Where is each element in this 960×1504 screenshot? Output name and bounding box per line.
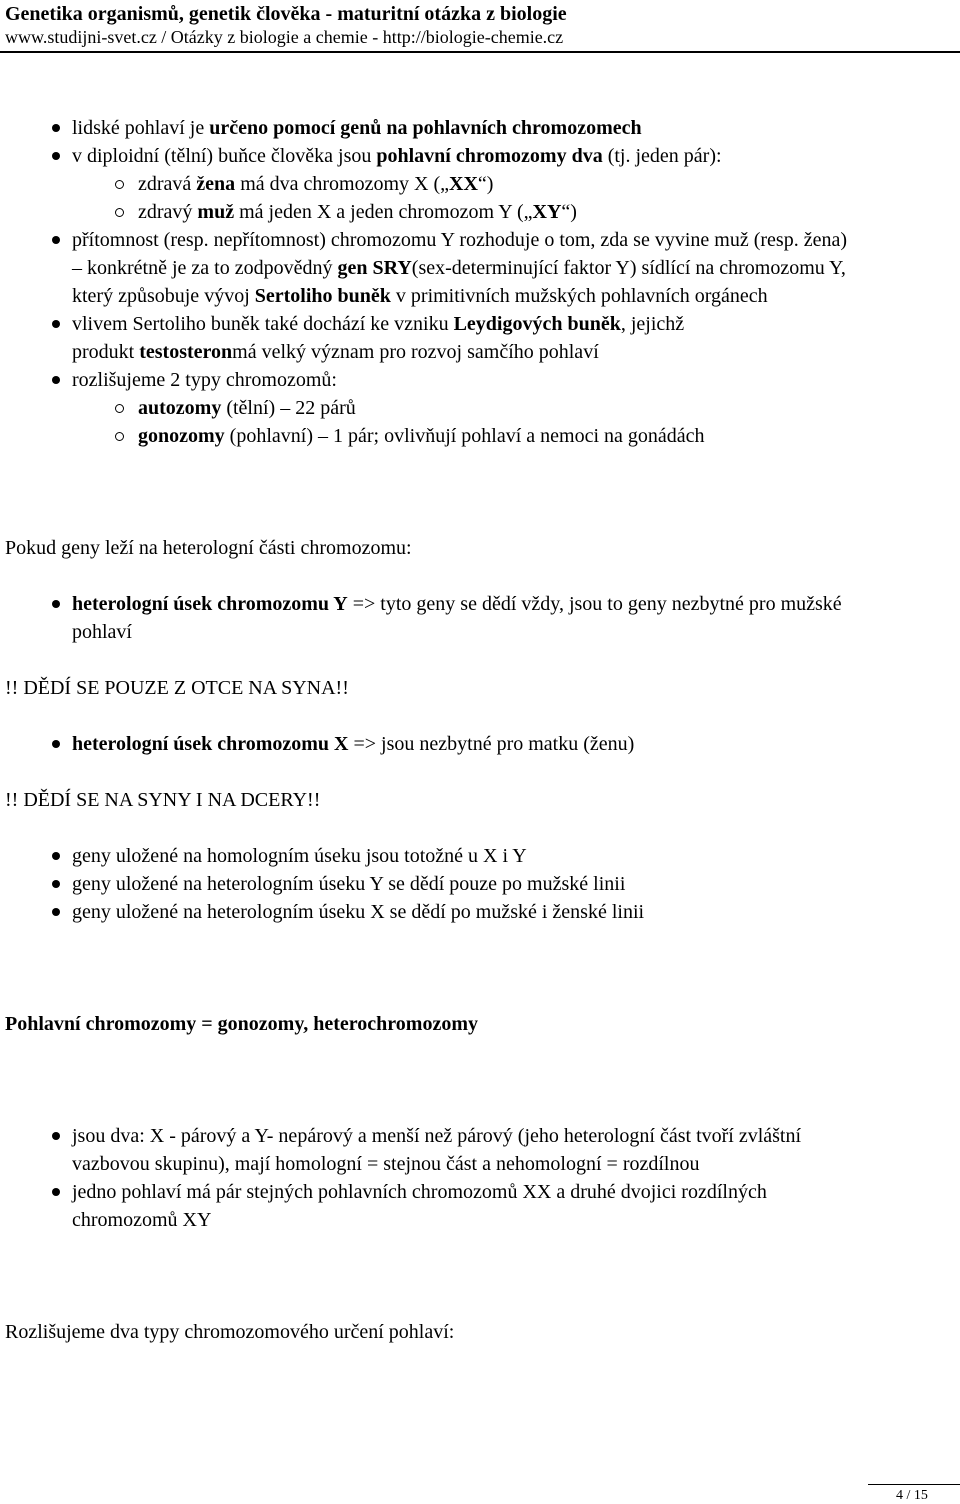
list-item: lidské pohlaví je určeno pomocí genů na pohlavních chromozomech: [72, 117, 642, 139]
sub-bullet-icon: [115, 180, 124, 189]
footer-divider: [868, 1484, 960, 1485]
page-header: [5, 2, 955, 48]
section-heading: Pohlavní chromozomy = gonozomy, heterochromozomy: [5, 1013, 479, 1035]
bullet-icon: [52, 236, 60, 244]
bullet-icon: [52, 320, 60, 328]
bullet-icon: [52, 124, 60, 132]
list-item: přítomnost (resp. nepřítomnost) chromozomu Y rozhoduje o tom, zda se vyvine muž (resp. žena): [72, 229, 847, 251]
sub-list-item: gonozomy (pohlavní) – 1 pár; ovlivňují pohlaví a nemoci na gonádách: [138, 425, 705, 447]
list-item-continuation: produkt testosteronmá velký význam pro rozvoj samčího pohlaví: [72, 341, 599, 363]
list-item: jedno pohlaví má pár stejných pohlavních chromozomů XX a druhé dvojici rozdílných: [72, 1181, 767, 1203]
list-item-continuation: – konkrétně je za to zodpovědný gen SRY(sex-determinující faktor Y) sídlící na chromozomu Y,: [72, 257, 846, 279]
note: !! DĚDÍ SE POUZE Z OTCE NA SYNA!!: [5, 677, 349, 699]
bullet-icon: [52, 600, 60, 608]
list-item: geny uložené na homologním úseku jsou totožné u X i Y: [72, 845, 527, 867]
header-divider: [0, 51, 960, 53]
list-item: jsou dva: X - párový a Y- nepárový a menší než párový (jeho heterologní část tvoří zvláštní: [72, 1125, 802, 1147]
page-number: 4 / 15: [896, 1488, 928, 1503]
list-item: geny uložené na heterologním úseku X se dědí po mužské i ženské linii: [72, 901, 645, 923]
list-item: heterologní úsek chromozomu X => jsou nezbytné pro matku (ženu): [72, 733, 635, 755]
list-item: v diploidní (tělní) buňce člověka jsou pohlavní chromozomy dva (tj. jeden pár):: [72, 145, 722, 167]
bullet-icon: [52, 376, 60, 384]
bullet-icon: [52, 1132, 60, 1140]
sub-list-item: zdravá žena má dva chromozomy X („XX“): [138, 173, 494, 195]
list-item: vlivem Sertoliho buněk také dochází ke vzniku Leydigových buněk, jejichž: [72, 313, 685, 335]
paragraph: Rozlišujeme dva typy chromozomového určení pohlaví:: [5, 1321, 455, 1343]
list-item: geny uložené na heterologním úseku Y se dědí pouze po mužské linii: [72, 873, 626, 895]
bullet-icon: [52, 880, 60, 888]
bullet-icon: [52, 1188, 60, 1196]
list-item-continuation: pohlaví: [72, 621, 132, 643]
bullet-icon: [52, 908, 60, 916]
bullet-icon: [52, 852, 60, 860]
sub-bullet-icon: [115, 208, 124, 217]
note: !! DĚDÍ SE NA SYNY I NA DCERY!!: [5, 789, 321, 811]
bullet-icon: [52, 152, 60, 160]
sub-bullet-icon: [115, 404, 124, 413]
paragraph: Pokud geny leží na heterologní části chromozomu:: [5, 537, 412, 559]
list-item: rozlišujeme 2 typy chromozomů:: [72, 369, 337, 391]
list-item-continuation: vazbovou skupinu), mají homologní = stejnou část a nehomologní = rozdílnou: [72, 1153, 700, 1175]
sub-bullet-icon: [115, 432, 124, 441]
bullet-icon: [52, 740, 60, 748]
sub-list-item: zdravý muž má jeden X a jeden chromozom Y („XY“): [138, 201, 577, 223]
list-item-continuation: chromozomů XY: [72, 1209, 212, 1231]
list-item-continuation: který způsobuje vývoj Sertoliho buněk v primitivních mužských pohlavních orgánech: [72, 285, 768, 307]
document-title: Genetika organismů, genetik člověka - maturitní otázka z biologie: [5, 3, 567, 25]
list-item: heterologní úsek chromozomu Y => tyto geny se dědí vždy, jsou to geny nezbytné pro mužské: [72, 593, 842, 615]
sub-list-item: autozomy (tělní) – 22 párů: [138, 397, 356, 419]
source-url: www.studijni-svet.cz / Otázky z biologie a chemie - http://biologie-chemie.cz: [5, 27, 564, 47]
